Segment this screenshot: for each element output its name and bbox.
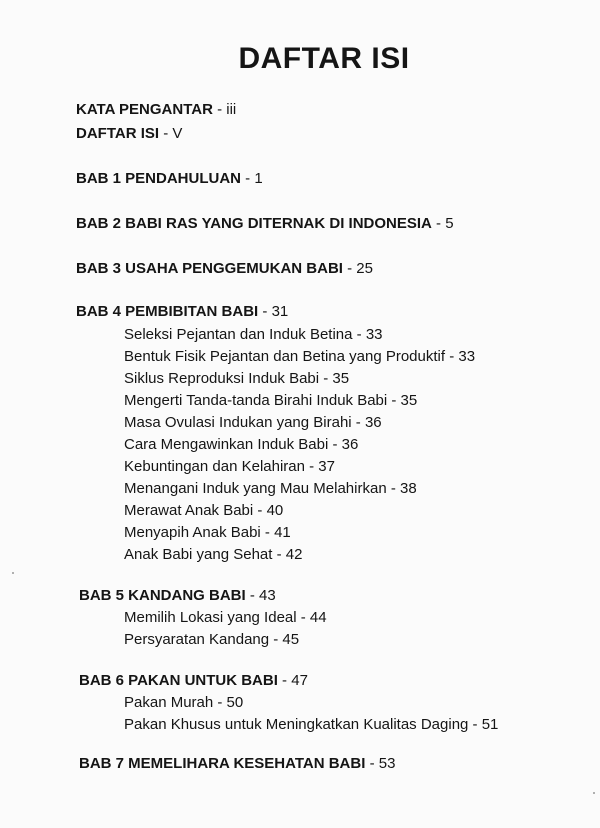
toc-subentry: Masa Ovulasi Indukan yang Birahi - 36 — [124, 414, 382, 431]
toc-chapter-5 — [79, 587, 276, 604]
toc-chapter-label: BAB 2 BABI RAS YANG DITERNAK DI INDONESIA — [76, 215, 432, 232]
toc-subentry: Menangani Induk yang Mau Melahirkan - 38 — [124, 480, 417, 497]
toc-chapter-7 — [79, 755, 395, 772]
toc-chapter-page: - 43 — [245, 587, 276, 604]
toc-chapter-page: - 53 — [365, 755, 396, 772]
toc-chapter-6 — [79, 672, 308, 689]
toc-subentry: Mengerti Tanda-tanda Birahi Induk Babi - 35 — [124, 392, 418, 409]
toc-entry-label: KATA PENGANTAR — [76, 101, 213, 118]
toc-chapter-label: BAB 4 PEMBIBITAN BABI — [76, 303, 259, 320]
toc-chapter-label: BAB 7 MEMELIHARA KESEHATAN BABI — [79, 755, 366, 772]
toc-subentry: Kebuntingan dan Kelahiran - 37 — [124, 458, 335, 475]
toc-chapter-page: - 25 — [342, 260, 373, 277]
toc-chapter-label: BAB 5 KANDANG BABI — [79, 587, 246, 604]
toc-chapter-1 — [76, 170, 263, 187]
toc-chapter-label: BAB 3 USAHA PENGGEMUKAN BABI — [76, 260, 343, 277]
toc-entry-kata-pengantar — [76, 101, 236, 118]
toc-subentry: Bentuk Fisik Pejantan dan Betina yang Produktif - 33 — [124, 348, 476, 365]
toc-entry-daftar-isi — [76, 125, 182, 142]
toc-chapter-3 — [76, 260, 373, 277]
scan-speck — [12, 572, 14, 574]
toc-chapter-page: - 31 — [258, 303, 289, 320]
scan-speck — [593, 792, 595, 794]
toc-subentry: Menyapih Anak Babi - 41 — [124, 524, 291, 541]
toc-subentry: Siklus Reproduksi Induk Babi - 35 — [124, 370, 350, 387]
toc-subentry: Persyaratan Kandang - 45 — [124, 631, 300, 648]
toc-entry-page: - iii — [212, 101, 237, 118]
toc-subentry: Memilih Lokasi yang Ideal - 44 — [124, 609, 327, 626]
toc-chapter-2 — [76, 215, 454, 232]
toc-subentry: Cara Mengawinkan Induk Babi - 36 — [124, 436, 359, 453]
toc-chapter-page: - 47 — [277, 672, 308, 689]
toc-entry-page: - V — [159, 125, 183, 142]
toc-subentry: Seleksi Pejantan dan Induk Betina - 33 — [124, 326, 383, 343]
toc-chapter-label: BAB 1 PENDAHULUAN — [76, 170, 242, 187]
toc-subentry: Anak Babi yang Sehat - 42 — [124, 546, 303, 563]
toc-chapter-label: BAB 6 PAKAN UNTUK BABI — [79, 672, 278, 689]
toc-entry-label: DAFTAR ISI — [76, 125, 160, 142]
toc-subentry: Pakan Khusus untuk Meningkatkan Kualitas Daging - 51 — [124, 716, 499, 733]
page-title: DAFTAR ISI — [238, 42, 410, 75]
toc-chapter-4 — [76, 303, 288, 320]
toc-chapter-page: - 1 — [241, 170, 263, 187]
toc-subentry: Pakan Murah - 50 — [124, 694, 244, 711]
toc-subentry: Merawat Anak Babi - 40 — [124, 502, 284, 519]
toc-chapter-page: - 5 — [431, 215, 454, 232]
